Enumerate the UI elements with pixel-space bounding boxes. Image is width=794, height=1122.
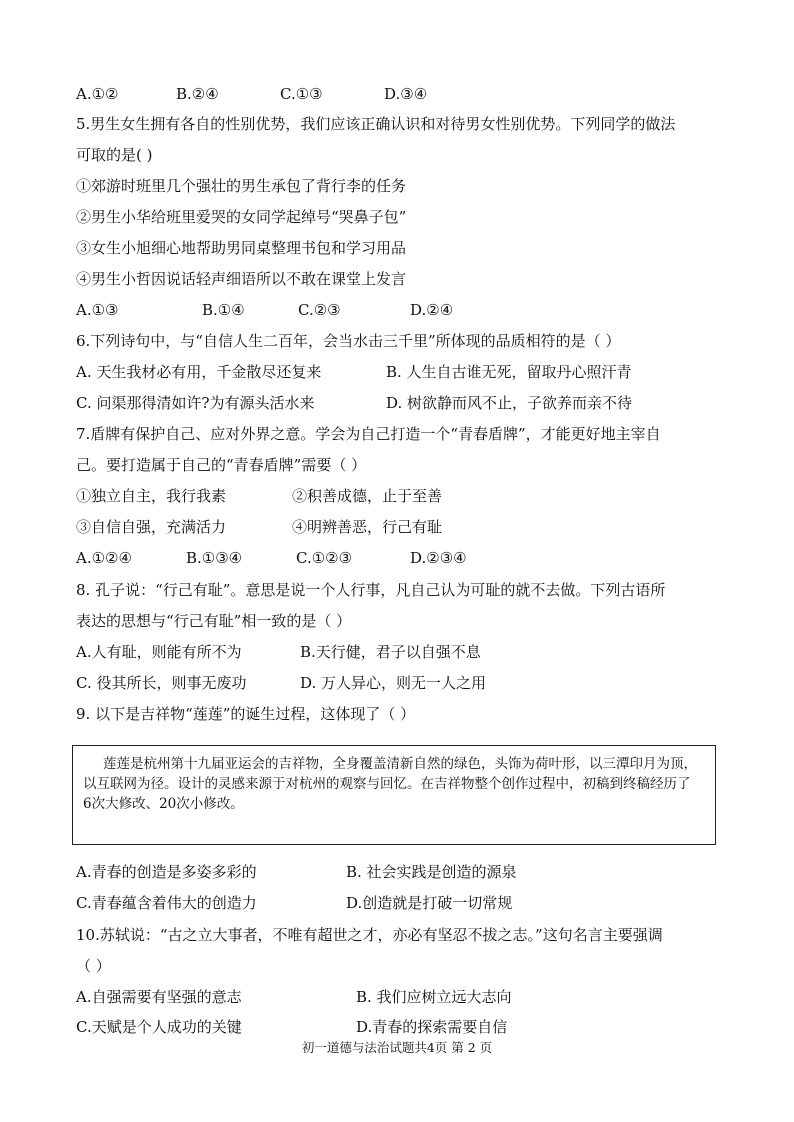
q7-item-3: ③自信自强，充满活力 [76, 518, 227, 536]
q9-stem: 9. 以下是吉祥物“莲莲”的诞生过程，这体现了（ ） [76, 705, 416, 723]
q5-option-c: C.②③ [298, 301, 341, 319]
q10-option-c: C.天赋是个人成功的关键 [76, 1018, 242, 1036]
q9-passage-line1: 莲莲是杭州第十九届亚运会的吉祥物，全身覆盖清新自然的绿色，头饰为荷叶形，以三潭印月为顶， [103, 756, 697, 772]
q5-item-4: ④男生小哲因说话轻声细语所以不敢在课堂上发言 [76, 270, 407, 288]
q7-option-d: D.②③④ [410, 549, 467, 567]
q10-stem-line1: 10.苏轼说：“古之立大事者，不唯有超世之才，亦必有坚忍不拔之志。”这句名言主要强调 [76, 926, 663, 944]
q10-stem-line2: （ ） [76, 957, 111, 975]
q5-stem-line1: 5.男生女生拥有各自的性别优势，我们应该正确认识和对待男女性别优势。下列同学的做法 [76, 115, 676, 133]
q7-stem-line2: 己。要打造属于自己的“青春盾牌”需要（ ） [76, 456, 367, 474]
q7-stem-line1: 7.盾牌有保护自己、应对外界之意。学会为自己打造一个“青春盾牌”，才能更好地主宰自 [76, 425, 661, 443]
q5-stem-line2: 可取的是( ) [76, 146, 153, 164]
q7-item-2: ②积善成德，止于至善 [292, 487, 443, 505]
q9-option-c: C.青春蕴含着伟大的创造力 [76, 894, 257, 912]
q7-option-a: A.①②④ [76, 549, 132, 567]
q4-option-d: D.③④ [384, 85, 428, 103]
q5-option-d: D.②④ [410, 301, 454, 319]
q4-option-b: B.②④ [176, 85, 219, 103]
q10-option-a: A.自强需要有坚强的意志 [76, 988, 242, 1006]
q10-option-b: B. 我们应树立远大志向 [356, 988, 512, 1006]
q7-option-c: C.①②③ [296, 549, 353, 567]
q5-item-2: ②男生小华给班里爱哭的女同学起绰号“哭鼻子包” [76, 208, 407, 226]
q5-option-a: A.①③ [76, 301, 119, 319]
page-footer: 初一道德与法治试题共4页 第 2 页 [301, 1040, 493, 1055]
q8-option-b: B.天行健，君子以自强不息 [300, 643, 481, 661]
q8-option-a: A.人有耻，则能有所不为 [76, 643, 242, 661]
q7-option-b: B.①③④ [186, 549, 243, 567]
q6-stem: 6.下列诗句中，与“自信人生二百年，会当水击三千里”所体现的品质相符的是（ ） [76, 332, 621, 350]
q4-option-a: A.①② [76, 85, 119, 103]
q8-stem-line1: 8. 孔子说：“行己有耻”。意思是说一个人行事，凡自己认为可耻的就不去做。下列古语所 [76, 581, 666, 599]
q6-option-a: A. 天生我材必有用，千金散尽还复来 [76, 363, 322, 381]
q6-option-b: B. 人生自古谁无死，留取丹心照汗青 [386, 363, 632, 381]
q7-item-1: ①独立自主，我行我素 [76, 487, 227, 505]
q9-passage-line3: 6次大修改、20次小修改。 [83, 796, 244, 812]
q6-option-d: D. 树欲静而风不止，子欲养而亲不待 [386, 394, 633, 412]
q7-item-4: ④明辨善恶，行己有耻 [292, 518, 443, 536]
q10-option-d: D.青春的探索需要自信 [356, 1018, 508, 1036]
q9-passage-line2: 以互联网为径。设计的灵感来源于对杭州的观察与回忆。在吉祥物整个创作过程中，初稿到终稿经历了 [83, 776, 691, 792]
q5-option-b: B.①④ [202, 301, 245, 319]
q5-item-1: ①郊游时班里几个强壮的男生承包了背行李的任务 [76, 177, 407, 195]
q5-item-3: ③女生小旭细心地帮助男同桌整理书包和学习用品 [76, 239, 407, 257]
q9-option-d: D.创造就是打破一切常规 [346, 894, 513, 912]
q8-option-d: D. 万人异心，则无一人之用 [300, 674, 487, 692]
q4-option-c: C.①③ [280, 85, 323, 103]
q8-option-c: C. 役其所长，则事无废功 [76, 674, 247, 692]
q6-option-c: C. 问渠那得清如许?为有源头活水来 [76, 394, 315, 412]
q9-passage-box [72, 745, 716, 845]
q9-option-a: A.青春的创造是多姿多彩的 [76, 863, 257, 881]
q9-option-b: B. 社会实践是创造的源泉 [346, 863, 517, 881]
q8-stem-line2: 表达的思想与“行己有耻”相一致的是（ ） [76, 612, 352, 630]
